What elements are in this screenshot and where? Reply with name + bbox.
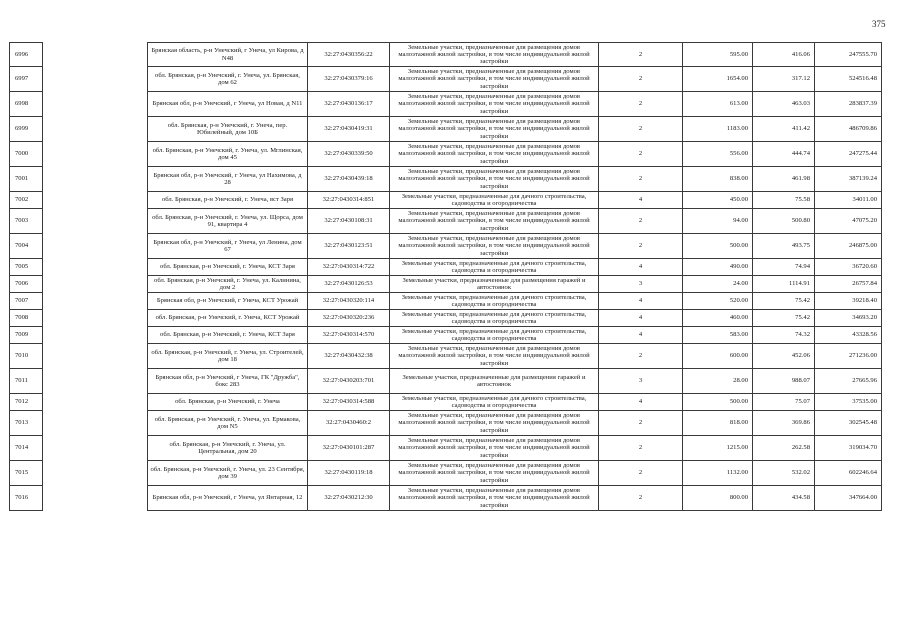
- cadastral-number-cell: 32:27:0430108:31: [308, 209, 390, 234]
- address-cell: Брянская обл, р-н Унечский, г Унеча, ул Новая, д N11: [148, 92, 308, 117]
- row-gap: [43, 344, 148, 369]
- area-cell: 1132.00: [683, 461, 753, 486]
- cadastral-value-cell: 319034.70: [815, 436, 882, 461]
- table-body: [10, 43, 882, 511]
- row-number: 7005: [10, 259, 43, 276]
- table-row: [10, 369, 882, 394]
- land-purpose-cell: Земельные участки, предназначенные для размещения гаражей и автостоянок: [390, 369, 599, 394]
- cadastral-number-cell: 32:27:0430203:701: [308, 369, 390, 394]
- table-row: [10, 67, 882, 92]
- cadastral-number-cell: 32:27:0430356:22: [308, 43, 390, 67]
- area-cell: 800.00: [683, 486, 753, 511]
- table-row: [10, 310, 882, 327]
- area-cell: 520.00: [683, 293, 753, 310]
- unit-price-cell: 463.03: [753, 92, 815, 117]
- cadastral-number-cell: 32:27:0430314:851: [308, 192, 390, 209]
- cadastral-number-cell: 32:27:0430320:236: [308, 310, 390, 327]
- table-row: [10, 117, 882, 142]
- table-row: [10, 293, 882, 310]
- unit-price-cell: 434.58: [753, 486, 815, 511]
- row-number: 7016: [10, 486, 43, 511]
- row-gap: [43, 67, 148, 92]
- land-purpose-cell: Земельные участки, предназначенные для размещения домов малоэтажной жилой застройки, в том числе индивидуальной жилой застройки: [390, 117, 599, 142]
- address-cell: обл. Брянская, р-н Унечский, г. Унеча, ул. Строителей, дом 18: [148, 344, 308, 369]
- land-purpose-cell: Земельные участки, предназначенные для размещения домов малоэтажной жилой застройки, в том числе индивидуальной жилой застройки: [390, 461, 599, 486]
- cadastral-value-cell: 247555.70: [815, 43, 882, 67]
- cadastral-number-cell: 32:27:0430419:31: [308, 117, 390, 142]
- land-purpose-cell: Земельные участки, предназначенные для размещения домов малоэтажной жилой застройки, в том числе индивидуальной жилой застройки: [390, 344, 599, 369]
- area-cell: 94.00: [683, 209, 753, 234]
- row-number: 7013: [10, 411, 43, 436]
- table-row: [10, 234, 882, 259]
- area-cell: 583.00: [683, 327, 753, 344]
- address-cell: обл. Брянская, р-н Унечский, г. Унеча, пер. Юбилейный, дом 10Б: [148, 117, 308, 142]
- row-gap: [43, 92, 148, 117]
- land-purpose-cell: Земельные участки, предназначенные для размещения домов малоэтажной жилой застройки, в том числе индивидуальной жилой застройки: [390, 209, 599, 234]
- land-purpose-cell: Земельные участки, предназначенные для размещения домов малоэтажной жилой застройки, в том числе индивидуальной жилой застройки: [390, 92, 599, 117]
- row-number: 7009: [10, 327, 43, 344]
- row-gap: [43, 209, 148, 234]
- group-code-cell: 4: [599, 310, 683, 327]
- cadastral-value-cell: 302545.48: [815, 411, 882, 436]
- cadastral-value-cell: 37535.00: [815, 394, 882, 411]
- row-gap: [43, 117, 148, 142]
- unit-price-cell: 500.80: [753, 209, 815, 234]
- address-cell: Брянская область, р-н Унечский, г Унеча, ул Кирова, д N48: [148, 43, 308, 67]
- cadastral-value-cell: 36720.60: [815, 259, 882, 276]
- table-row: [10, 486, 882, 511]
- row-number: 7006: [10, 276, 43, 293]
- land-purpose-cell: Земельные участки, предназначенные для дачного строительства, садоводства и огородничества: [390, 293, 599, 310]
- row-gap: [43, 192, 148, 209]
- table-row: [10, 209, 882, 234]
- unit-price-cell: 461.98: [753, 167, 815, 192]
- cadastral-number-cell: 32:27:0430212:30: [308, 486, 390, 511]
- row-number: 6996: [10, 43, 43, 67]
- area-cell: 24.00: [683, 276, 753, 293]
- group-code-cell: 4: [599, 259, 683, 276]
- row-number: 7000: [10, 142, 43, 167]
- row-number: 7001: [10, 167, 43, 192]
- cadastral-value-cell: 486709.86: [815, 117, 882, 142]
- address-cell: обл. Брянская, р-н Унечский, г. Унеча, ул. Ермакова, дом N5: [148, 411, 308, 436]
- row-gap: [43, 234, 148, 259]
- unit-price-cell: 1114.91: [753, 276, 815, 293]
- row-number: 7004: [10, 234, 43, 259]
- address-cell: обл. Брянская, р-н Унечский, г. Унеча, ул. Мглинская, дом 45: [148, 142, 308, 167]
- row-gap: [43, 43, 148, 67]
- table-row: [10, 192, 882, 209]
- row-number: 7011: [10, 369, 43, 394]
- unit-price-cell: 444.74: [753, 142, 815, 167]
- address-cell: Брянская обл, р-н Унечский, г Унеча, ул Нахимова, д 28: [148, 167, 308, 192]
- unit-price-cell: 74.32: [753, 327, 815, 344]
- cadastral-value-cell: 387139.24: [815, 167, 882, 192]
- unit-price-cell: 416.06: [753, 43, 815, 67]
- cadastral-value-cell: 283837.39: [815, 92, 882, 117]
- address-cell: обл. Брянская, р-н Унечский, г. Унеча, ул. 23 Сентября, дом 39: [148, 461, 308, 486]
- cadastral-value-cell: 47075.20: [815, 209, 882, 234]
- unit-price-cell: 411.42: [753, 117, 815, 142]
- group-code-cell: 4: [599, 327, 683, 344]
- unit-price-cell: 75.07: [753, 394, 815, 411]
- group-code-cell: 4: [599, 394, 683, 411]
- group-code-cell: 2: [599, 92, 683, 117]
- group-code-cell: 3: [599, 369, 683, 394]
- group-code-cell: 2: [599, 209, 683, 234]
- cadastral-number-cell: 32:27:0430379:16: [308, 67, 390, 92]
- cadastral-number-cell: 32:27:0430460:2: [308, 411, 390, 436]
- row-number: 6998: [10, 92, 43, 117]
- cadastral-value-cell: 602246.64: [815, 461, 882, 486]
- land-purpose-cell: Земельные участки, предназначенные для дачного строительства, садоводства и огородничества: [390, 310, 599, 327]
- unit-price-cell: 493.75: [753, 234, 815, 259]
- cadastral-value-cell: 26757.84: [815, 276, 882, 293]
- row-gap: [43, 411, 148, 436]
- address-cell: обл. Брянская, р-н Унечский, г. Унеча, ул. Центральная, дом 20: [148, 436, 308, 461]
- unit-price-cell: 74.94: [753, 259, 815, 276]
- cadastral-number-cell: 32:27:0430314:588: [308, 394, 390, 411]
- area-cell: 1183.00: [683, 117, 753, 142]
- row-gap: [43, 369, 148, 394]
- group-code-cell: 2: [599, 344, 683, 369]
- address-cell: обл. Брянская, р-н Унечский, г. Унеча, ул. Щорса, дом 91, квартира 4: [148, 209, 308, 234]
- group-code-cell: 3: [599, 276, 683, 293]
- address-cell: Брянская обл, р-н Унечский, г Унеча, ул Ленина, дом 67: [148, 234, 308, 259]
- land-purpose-cell: Земельные участки, предназначенные для размещения домов малоэтажной жилой застройки, в том числе индивидуальной жилой застройки: [390, 142, 599, 167]
- area-cell: 500.00: [683, 234, 753, 259]
- unit-price-cell: 262.58: [753, 436, 815, 461]
- row-number: 7015: [10, 461, 43, 486]
- group-code-cell: 2: [599, 436, 683, 461]
- cadastral-number-cell: 32:27:0430439:18: [308, 167, 390, 192]
- area-cell: 460.00: [683, 310, 753, 327]
- group-code-cell: 2: [599, 43, 683, 67]
- cadastral-number-cell: 32:27:0430119:18: [308, 461, 390, 486]
- table-row: [10, 167, 882, 192]
- table-row: [10, 394, 882, 411]
- row-gap: [43, 461, 148, 486]
- land-purpose-cell: Земельные участки, предназначенные для дачного строительства, садоводства и огородничества: [390, 327, 599, 344]
- land-purpose-cell: Земельные участки, предназначенные для размещения домов малоэтажной жилой застройки, в том числе индивидуальной жилой застройки: [390, 234, 599, 259]
- land-purpose-cell: Земельные участки, предназначенные для размещения домов малоэтажной жилой застройки, в том числе индивидуальной жилой застройки: [390, 43, 599, 67]
- cadastral-number-cell: 32:27:0430123:51: [308, 234, 390, 259]
- row-number: 7012: [10, 394, 43, 411]
- row-number: 7008: [10, 310, 43, 327]
- group-code-cell: 2: [599, 461, 683, 486]
- address-cell: обл. Брянская, р-н Унечский, г. Унеча: [148, 394, 308, 411]
- cadastral-number-cell: 32:27:0430314:570: [308, 327, 390, 344]
- row-gap: [43, 276, 148, 293]
- unit-price-cell: 75.58: [753, 192, 815, 209]
- group-code-cell: 2: [599, 234, 683, 259]
- land-purpose-cell: Земельные участки, предназначенные для размещения домов малоэтажной жилой застройки, в том числе индивидуальной жилой застройки: [390, 411, 599, 436]
- table-row: [10, 142, 882, 167]
- row-gap: [43, 436, 148, 461]
- address-cell: обл. Брянская, р-н Унечский, г. Унеча, ул. Калинина, дом 2: [148, 276, 308, 293]
- area-cell: 500.00: [683, 394, 753, 411]
- row-number: 6997: [10, 67, 43, 92]
- unit-price-cell: 369.86: [753, 411, 815, 436]
- address-cell: обл. Брянская, р-н Унечский, г. Унеча, ул. Брянская, дом 62: [148, 67, 308, 92]
- unit-price-cell: 75.42: [753, 293, 815, 310]
- table-row: [10, 461, 882, 486]
- row-gap: [43, 259, 148, 276]
- row-gap: [43, 327, 148, 344]
- row-gap: [43, 293, 148, 310]
- unit-price-cell: 988.07: [753, 369, 815, 394]
- unit-price-cell: 532.02: [753, 461, 815, 486]
- land-purpose-cell: Земельные участки, предназначенные для размещения домов малоэтажной жилой застройки, в том числе индивидуальной жилой застройки: [390, 167, 599, 192]
- area-cell: 838.00: [683, 167, 753, 192]
- address-cell: Брянская обл, р-н Унечский, г Унеча, КСТ Урожай: [148, 293, 308, 310]
- address-cell: обл. Брянская, р-н Унечский, г. Унеча, КСТ Заря: [148, 327, 308, 344]
- area-cell: 818.00: [683, 411, 753, 436]
- cadastral-value-cell: 34693.20: [815, 310, 882, 327]
- land-purpose-cell: Земельные участки, предназначенные для размещения домов малоэтажной жилой застройки, в том числе индивидуальной жилой застройки: [390, 436, 599, 461]
- table-row: [10, 411, 882, 436]
- table-row: [10, 259, 882, 276]
- group-code-cell: 4: [599, 192, 683, 209]
- cadastral-value-cell: 246875.00: [815, 234, 882, 259]
- address-cell: Брянская обл, р-н Унечский, г Унеча, ГК "Дружба", бокс 283: [148, 369, 308, 394]
- table-row: [10, 92, 882, 117]
- land-purpose-cell: Земельные участки, предназначенные для размещения домов малоэтажной жилой застройки, в том числе индивидуальной жилой застройки: [390, 486, 599, 511]
- row-gap: [43, 486, 148, 511]
- table-row: [10, 344, 882, 369]
- land-registry-table: [9, 42, 882, 511]
- unit-price-cell: 75.42: [753, 310, 815, 327]
- area-cell: 1215.00: [683, 436, 753, 461]
- cadastral-value-cell: 34011.00: [815, 192, 882, 209]
- cadastral-number-cell: 32:27:0430320:114: [308, 293, 390, 310]
- group-code-cell: 2: [599, 411, 683, 436]
- land-purpose-cell: Земельные участки, предназначенные для дачного строительства, садоводства и огородничества: [390, 192, 599, 209]
- area-cell: 1654.00: [683, 67, 753, 92]
- address-cell: Брянская обл, р-н Унечский, г Унеча, ул Янтарная, 12: [148, 486, 308, 511]
- area-cell: 613.00: [683, 92, 753, 117]
- unit-price-cell: 452.06: [753, 344, 815, 369]
- cadastral-value-cell: 524516.48: [815, 67, 882, 92]
- area-cell: 28.00: [683, 369, 753, 394]
- cadastral-number-cell: 32:27:0430339:50: [308, 142, 390, 167]
- address-cell: обл. Брянская, р-н Унечский, г. Унеча, КСТ Заря: [148, 259, 308, 276]
- row-gap: [43, 167, 148, 192]
- land-purpose-cell: Земельные участки, предназначенные для размещения гаражей и автостоянок: [390, 276, 599, 293]
- group-code-cell: 2: [599, 67, 683, 92]
- area-cell: 600.00: [683, 344, 753, 369]
- land-purpose-cell: Земельные участки, предназначенные для размещения домов малоэтажной жилой застройки, в том числе индивидуальной жилой застройки: [390, 67, 599, 92]
- cadastral-value-cell: 27665.96: [815, 369, 882, 394]
- cadastral-number-cell: 32:27:0430314:722: [308, 259, 390, 276]
- cadastral-number-cell: 32:27:0430101:287: [308, 436, 390, 461]
- page-number: 375: [872, 19, 886, 29]
- cadastral-value-cell: 43328.56: [815, 327, 882, 344]
- table-row: [10, 276, 882, 293]
- table-row: [10, 327, 882, 344]
- land-purpose-cell: Земельные участки, предназначенные для дачного строительства, садоводства и огородничества: [390, 394, 599, 411]
- address-cell: обл. Брянская, р-н Унечский, г. Унеча, вст Заря: [148, 192, 308, 209]
- group-code-cell: 2: [599, 117, 683, 142]
- cadastral-value-cell: 347664.00: [815, 486, 882, 511]
- area-cell: 595.00: [683, 43, 753, 67]
- row-number: 7003: [10, 209, 43, 234]
- unit-price-cell: 317.12: [753, 67, 815, 92]
- row-gap: [43, 310, 148, 327]
- address-cell: обл. Брянская, р-н Унечский, г. Унеча, КСТ Урожай: [148, 310, 308, 327]
- cadastral-number-cell: 32:27:0430432:38: [308, 344, 390, 369]
- group-code-cell: 4: [599, 293, 683, 310]
- cadastral-value-cell: 39218.40: [815, 293, 882, 310]
- table-row: [10, 436, 882, 461]
- group-code-cell: 2: [599, 167, 683, 192]
- row-number: 7002: [10, 192, 43, 209]
- cadastral-number-cell: 32:27:0430136:17: [308, 92, 390, 117]
- group-code-cell: 2: [599, 486, 683, 511]
- row-number: 7014: [10, 436, 43, 461]
- row-gap: [43, 394, 148, 411]
- area-cell: 556.00: [683, 142, 753, 167]
- area-cell: 450.00: [683, 192, 753, 209]
- cadastral-value-cell: 247275.44: [815, 142, 882, 167]
- row-number: 7007: [10, 293, 43, 310]
- group-code-cell: 2: [599, 142, 683, 167]
- row-number: 7010: [10, 344, 43, 369]
- table-row: [10, 43, 882, 67]
- cadastral-number-cell: 32:27:0430126:53: [308, 276, 390, 293]
- row-gap: [43, 142, 148, 167]
- row-number: 6999: [10, 117, 43, 142]
- area-cell: 490.00: [683, 259, 753, 276]
- land-purpose-cell: Земельные участки, предназначенные для дачного строительства, садоводства и огородничества: [390, 259, 599, 276]
- cadastral-value-cell: 271236.00: [815, 344, 882, 369]
